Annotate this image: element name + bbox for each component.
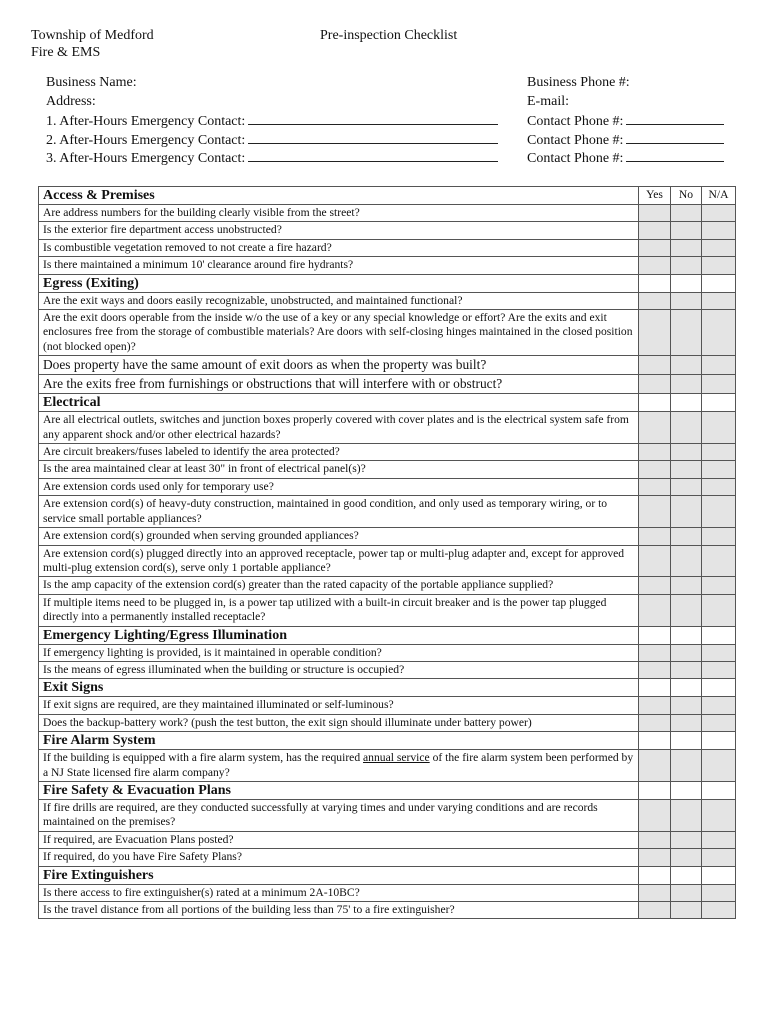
answer-na-cell[interactable] (702, 444, 736, 461)
question-text: Are address numbers for the building clearly visible from the street? (39, 205, 639, 222)
section-blank-cell (702, 274, 736, 292)
document-title: Pre-inspection Checklist (320, 28, 458, 43)
section-blank-cell (671, 394, 702, 412)
business-phone-field[interactable] (527, 74, 724, 93)
question-row (39, 831, 736, 848)
question-row (39, 594, 736, 626)
section-blank-cell (639, 679, 671, 697)
question-text: Is combustible vegetation removed to not create a fire hazard? (39, 239, 639, 256)
answer-no-cell[interactable] (671, 222, 702, 239)
answer-na-cell[interactable] (702, 884, 736, 901)
section-blank-cell (671, 732, 702, 750)
business-name-field[interactable] (46, 74, 498, 93)
answer-na-cell[interactable] (702, 594, 736, 626)
answer-no-cell[interactable] (671, 257, 702, 274)
question-text: Are extension cords used only for temporary use? (39, 478, 639, 495)
answer-yes-cell[interactable] (639, 750, 671, 782)
emergency-contact-2-label: 2. After-Hours Emergency Contact: (46, 132, 246, 148)
answer-yes-cell[interactable] (639, 444, 671, 461)
emergency-contact-3-label: 3. After-Hours Emergency Contact: (46, 151, 246, 166)
contact-phone-1-field[interactable] (527, 111, 724, 130)
question-text: Is the travel distance from all portions of the building less than 75' to a fire extinguisher? (39, 902, 639, 919)
answer-no-cell[interactable] (671, 310, 702, 356)
contact-phone-3-blank[interactable] (626, 148, 724, 162)
answer-yes-cell[interactable] (639, 714, 671, 731)
question-text: Are the exit ways and doors easily recognizable, unobstructed, and maintained functional? (39, 292, 639, 309)
answer-na-cell[interactable] (702, 750, 736, 782)
section-blank-cell (702, 781, 736, 799)
section-title: Access & Premises (39, 187, 639, 205)
contact-phone-2-blank[interactable] (626, 130, 724, 144)
business-info-right (527, 74, 724, 167)
section-blank-cell (639, 394, 671, 412)
answer-no-cell[interactable] (671, 750, 702, 782)
answer-na-cell[interactable] (702, 644, 736, 661)
question-text: Are extension cord(s) grounded when serving grounded appliances? (39, 528, 639, 545)
answer-yes-cell[interactable] (639, 205, 671, 222)
question-row (39, 375, 736, 394)
question-row (39, 356, 736, 375)
answer-no-cell[interactable] (671, 902, 702, 919)
question-text (39, 750, 639, 782)
email-field[interactable] (527, 93, 724, 112)
section-electrical (39, 394, 736, 412)
answer-no-cell[interactable] (671, 461, 702, 478)
contact-phone-3-field[interactable] (527, 148, 724, 167)
answer-no-cell[interactable] (671, 496, 702, 528)
question-row (39, 545, 736, 577)
answer-no-cell[interactable] (671, 528, 702, 545)
contact-phone-3-label: Contact Phone #: (527, 151, 624, 166)
answer-yes-cell[interactable] (639, 257, 671, 274)
answer-yes-cell[interactable] (639, 577, 671, 594)
question-row (39, 884, 736, 901)
column-header-yes: Yes (639, 187, 671, 205)
business-info-left (46, 74, 498, 167)
question-text: Are circuit breakers/fuses labeled to identify the area protected? (39, 444, 639, 461)
question-text: Is the amp capacity of the extension cord(s) greater than the rated capacity of the portable appliance supplied? (39, 577, 639, 594)
question-text: If exit signs are required, are they maintained illuminated or self-luminous? (39, 697, 639, 714)
section-blank-cell (702, 626, 736, 644)
organization-header (31, 27, 154, 61)
section-blank-cell (702, 866, 736, 884)
question-row (39, 697, 736, 714)
answer-na-cell[interactable] (702, 849, 736, 866)
business-phone-label: Business Phone #: (527, 75, 630, 90)
question-row (39, 478, 736, 495)
question-row (39, 496, 736, 528)
question-text: Does the backup-battery work? (push the test button, the exit sign should illuminate under battery power) (39, 714, 639, 731)
question-row (39, 902, 736, 919)
email-label: E-mail: (527, 93, 569, 109)
answer-no-cell[interactable] (671, 205, 702, 222)
answer-na-cell[interactable] (702, 222, 736, 239)
section-fire-extinguishers (39, 866, 736, 884)
answer-no-cell[interactable] (671, 644, 702, 661)
emergency-contact-3-field[interactable] (46, 148, 498, 167)
answer-na-cell[interactable] (702, 799, 736, 831)
section-blank-cell (639, 866, 671, 884)
answer-na-cell[interactable] (702, 661, 736, 678)
section-title: Emergency Lighting/Egress Illumination (39, 626, 639, 644)
emergency-contact-1-label: 1. After-Hours Emergency Contact: (46, 114, 246, 129)
question-row (39, 577, 736, 594)
contact-phone-2-field[interactable] (527, 130, 724, 149)
section-fire-safety-evacuation-plans (39, 781, 736, 799)
section-blank-cell (702, 679, 736, 697)
question-text: Are all electrical outlets, switches and junction boxes properly covered with cover plates and is the electrical system safe from any apparent shock and/or other electrical hazards? (39, 412, 639, 444)
question-text: If multiple items need to be plugged in, is a power tap utilized with a built-in circuit breaker and is the power tap plugged directly into a permanently installed receptacle? (39, 594, 639, 626)
answer-yes-cell[interactable] (639, 697, 671, 714)
section-blank-cell (671, 679, 702, 697)
question-row (39, 222, 736, 239)
answer-no-cell[interactable] (671, 239, 702, 256)
answer-no-cell[interactable] (671, 799, 702, 831)
question-row (39, 239, 736, 256)
section-blank-cell (702, 394, 736, 412)
answer-yes-cell[interactable] (639, 356, 671, 375)
answer-na-cell[interactable] (702, 478, 736, 495)
answer-yes-cell[interactable] (639, 478, 671, 495)
question-row (39, 292, 736, 309)
question-row (39, 528, 736, 545)
answer-na-cell[interactable] (702, 205, 736, 222)
answer-yes-cell[interactable] (639, 849, 671, 866)
answer-no-cell[interactable] (671, 545, 702, 577)
answer-yes-cell[interactable] (639, 496, 671, 528)
question-text: If emergency lighting is provided, is it maintained in operable condition? (39, 644, 639, 661)
section-blank-cell (671, 866, 702, 884)
answer-no-cell[interactable] (671, 849, 702, 866)
answer-yes-cell[interactable] (639, 239, 671, 256)
answer-na-cell[interactable] (702, 697, 736, 714)
answer-no-cell[interactable] (671, 412, 702, 444)
business-name-label: Business Name: (46, 75, 137, 90)
section-egress-exiting (39, 274, 736, 292)
column-header-no: No (671, 187, 702, 205)
question-text: If fire drills are required, are they conducted successfully at varying times and under varying conditions and are records maintained on the premises? (39, 799, 639, 831)
question-row (39, 444, 736, 461)
answer-na-cell[interactable] (702, 831, 736, 848)
question-row (39, 310, 736, 356)
question-text: If required, do you have Fire Safety Plans? (39, 849, 639, 866)
answer-yes-cell[interactable] (639, 831, 671, 848)
question-text-part: of the fire alarm system been performed by a NJ State licensed fire alarm company? (43, 751, 634, 779)
answer-no-cell[interactable] (671, 577, 702, 594)
section-blank-cell (639, 732, 671, 750)
emergency-contact-1-blank[interactable] (248, 111, 498, 125)
answer-na-cell[interactable] (702, 496, 736, 528)
question-text: Are the exits free from furnishings or obstructions that will interfere with or obstruct? (39, 375, 639, 394)
question-row (39, 750, 736, 782)
answer-yes-cell[interactable] (639, 799, 671, 831)
answer-yes-cell[interactable] (639, 661, 671, 678)
address-label: Address: (46, 93, 96, 109)
section-title: Fire Alarm System (39, 732, 639, 750)
contact-phone-2-label: Contact Phone #: (527, 132, 624, 148)
answer-yes-cell[interactable] (639, 884, 671, 901)
answer-na-cell[interactable] (702, 375, 736, 394)
section-access-premises (39, 187, 736, 205)
answer-yes-cell[interactable] (639, 412, 671, 444)
section-exit-signs (39, 679, 736, 697)
question-text: If required, are Evacuation Plans posted? (39, 831, 639, 848)
answer-yes-cell[interactable] (639, 375, 671, 394)
question-row (39, 714, 736, 731)
department-name: Fire & EMS (31, 45, 101, 60)
section-blank-cell (639, 626, 671, 644)
answer-no-cell[interactable] (671, 714, 702, 731)
answer-na-cell[interactable] (702, 577, 736, 594)
section-title: Exit Signs (39, 679, 639, 697)
contact-phone-1-blank[interactable] (626, 111, 724, 125)
inspection-checklist-table (38, 186, 736, 919)
answer-yes-cell[interactable] (639, 461, 671, 478)
answer-no-cell[interactable] (671, 884, 702, 901)
answer-na-cell[interactable] (702, 461, 736, 478)
question-text: Is the means of egress illuminated when the building or structure is occupied? (39, 661, 639, 678)
question-text: Are the exit doors operable from the inside w/o the use of a key or any special knowledge or effort? Are the exits and exit enclosures free from the storage of combustible materials? Are doors with self-closing hinges maintained in the closed position (not blocked open)? (39, 310, 639, 356)
answer-na-cell[interactable] (702, 239, 736, 256)
address-field[interactable] (46, 93, 498, 112)
emergency-contact-1-field[interactable] (46, 111, 498, 130)
answer-yes-cell[interactable] (639, 310, 671, 356)
answer-no-cell[interactable] (671, 697, 702, 714)
answer-yes-cell[interactable] (639, 222, 671, 239)
section-title: Electrical (39, 394, 639, 412)
emergency-contact-2-blank[interactable] (248, 130, 498, 144)
section-fire-alarm-system (39, 732, 736, 750)
answer-no-cell[interactable] (671, 661, 702, 678)
answer-na-cell[interactable] (702, 412, 736, 444)
question-row (39, 461, 736, 478)
answer-yes-cell[interactable] (639, 545, 671, 577)
emergency-contact-3-blank[interactable] (248, 148, 498, 162)
answer-no-cell[interactable] (671, 375, 702, 394)
annual-service-emphasis: annual service (363, 751, 430, 765)
answer-na-cell[interactable] (702, 528, 736, 545)
answer-na-cell[interactable] (702, 902, 736, 919)
section-title: Fire Safety & Evacuation Plans (39, 781, 639, 799)
answer-yes-cell[interactable] (639, 528, 671, 545)
answer-na-cell[interactable] (702, 545, 736, 577)
section-title: Egress (Exiting) (39, 274, 639, 292)
answer-no-cell[interactable] (671, 444, 702, 461)
question-text: Is the exterior fire department access unobstructed? (39, 222, 639, 239)
answer-na-cell[interactable] (702, 714, 736, 731)
question-text: Does property have the same amount of exit doors as when the property was built? (39, 356, 639, 375)
question-row (39, 661, 736, 678)
question-row (39, 205, 736, 222)
question-text: Is there maintained a minimum 10' clearance around fire hydrants? (39, 257, 639, 274)
question-row (39, 849, 736, 866)
answer-no-cell[interactable] (671, 292, 702, 309)
answer-no-cell[interactable] (671, 478, 702, 495)
answer-yes-cell[interactable] (639, 644, 671, 661)
answer-na-cell[interactable] (702, 292, 736, 309)
section-title: Fire Extinguishers (39, 866, 639, 884)
section-blank-cell (702, 732, 736, 750)
section-blank-cell (639, 781, 671, 799)
section-blank-cell (671, 626, 702, 644)
answer-no-cell[interactable] (671, 831, 702, 848)
organization-name: Township of Medford (31, 28, 154, 43)
question-text: Is the area maintained clear at least 30" in front of electrical panel(s)? (39, 461, 639, 478)
question-text: Are extension cord(s) plugged directly into an approved receptacle, power tap or multi-plug adapter and, except for approved multi-plug extension cord(s), serve only 1 portable appliance? (39, 545, 639, 577)
column-header-na: N/A (702, 187, 736, 205)
emergency-contact-2-field[interactable] (46, 130, 498, 149)
section-blank-cell (671, 781, 702, 799)
answer-yes-cell[interactable] (639, 292, 671, 309)
section-blank-cell (639, 274, 671, 292)
question-text-part: If the building is equipped with a fire alarm system, has the required (43, 751, 364, 765)
answer-na-cell[interactable] (702, 257, 736, 274)
contact-phone-1-label: Contact Phone #: (527, 114, 624, 129)
question-row (39, 412, 736, 444)
answer-no-cell[interactable] (671, 594, 702, 626)
answer-yes-cell[interactable] (639, 594, 671, 626)
question-text: Is there access to fire extinguisher(s) rated at a minimum 2A-10BC? (39, 884, 639, 901)
question-row (39, 799, 736, 831)
question-row (39, 644, 736, 661)
section-emergency-lighting-egress-illumination (39, 626, 736, 644)
section-blank-cell (671, 274, 702, 292)
question-text: Are extension cord(s) of heavy-duty construction, maintained in good condition, and only used as temporary wiring, or to service small portable appliances? (39, 496, 639, 528)
answer-yes-cell[interactable] (639, 902, 671, 919)
answer-no-cell[interactable] (671, 356, 702, 375)
answer-na-cell[interactable] (702, 356, 736, 375)
question-row (39, 257, 736, 274)
answer-na-cell[interactable] (702, 310, 736, 356)
